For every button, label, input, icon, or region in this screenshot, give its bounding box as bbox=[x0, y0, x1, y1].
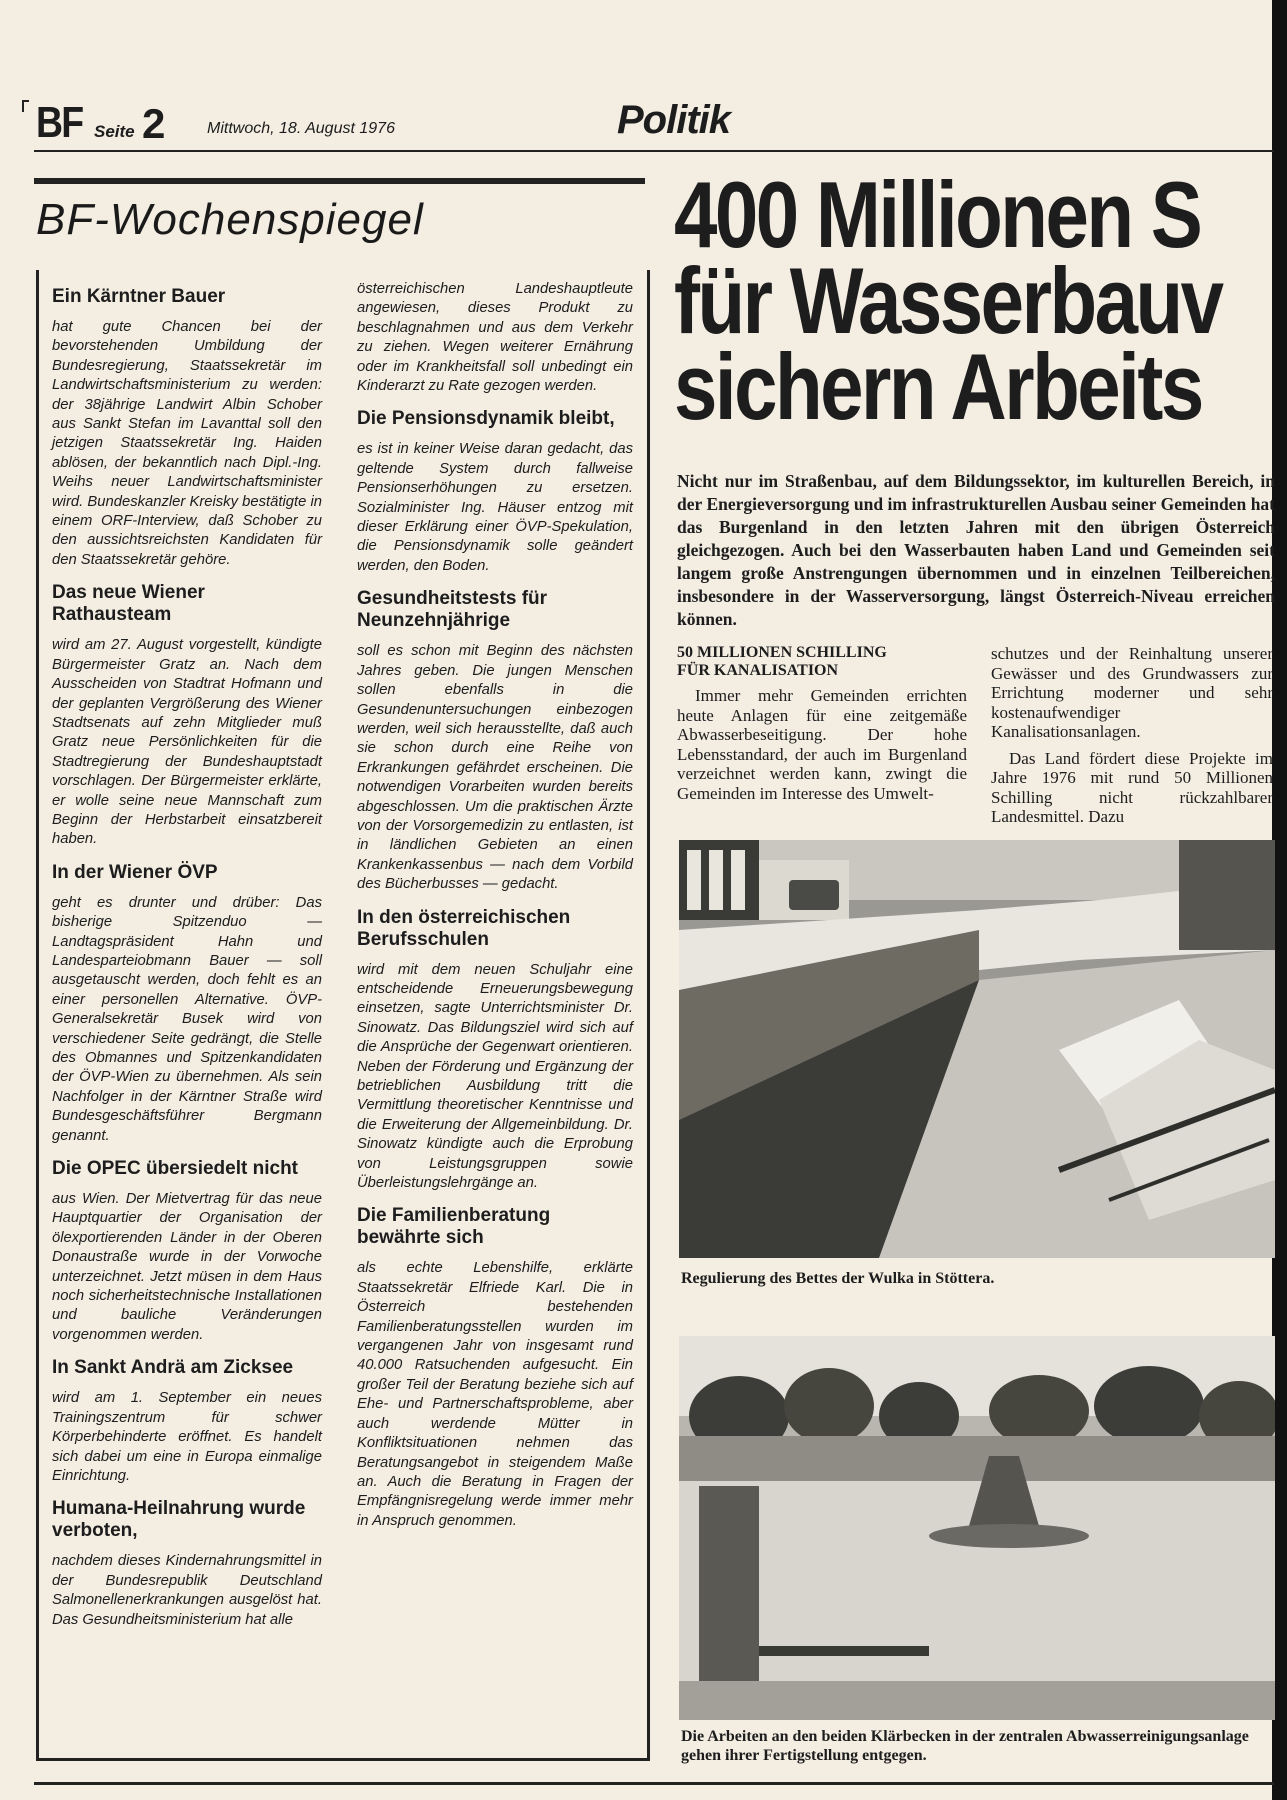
brief-text: soll es schon mit Beginn des nächsten Jahres geben. Die jungen Menschen sollen ebenfalls in die Gesundenuntersuchungen einbezogen werden, weil sich herausstellte, daß auch sie schon durch eine Reihe von Erkrankungen gefährdet erscheinen. Die notwendigen Vorarbeiten wurden bereits abgeschlossen. Um die praktischen Ärzte von der Vorsorgemedizin zu entlasten, ist in ländlichen Gebieten an einen Krankenkassenbus — nach dem Vorbild des Bücherbusses — gedacht. bbox=[357, 643, 633, 893]
brief-item bbox=[357, 907, 633, 1194]
subhead-line: 50 MILLIONEN SCHILLING bbox=[677, 644, 887, 661]
brief-item bbox=[52, 1357, 322, 1486]
section-name: Politik bbox=[617, 98, 731, 142]
river-regulation-photo bbox=[679, 840, 1275, 1258]
brief-heading: Die OPEC übersiedelt nicht bbox=[52, 1158, 298, 1180]
article-lead: Nicht nur im Straßenbau, auf dem Bildungssektor, im kulturellen Bereich, in der Energieversorgung und im infrastrukturellen Ausbau seiner Gemeinden hat das Burgenland in den letzten Jahren mit den übrigen Österreich gleichgezogen. Auch bei den Wasserbauten haben Land und Gemeinden seit langem große Anstrengungen übernommen und in einzelnen Teilbereichen, insbesondere in der Wasserversorgung, längst Österreich-Niveau erreichen können. bbox=[677, 471, 1275, 629]
brief-heading: Das neue Wiener Rathausteam bbox=[52, 582, 205, 626]
brief-heading: Die Pensionsdynamik bleibt, bbox=[357, 408, 615, 430]
sewage-plant-photo bbox=[679, 1336, 1275, 1720]
brief-item bbox=[357, 280, 633, 396]
article-column-b bbox=[991, 644, 1273, 827]
brief-text: es ist in keiner Weise daran gedacht, das geltende System durch fallweise Pensionserhöhungen zu ersetzen. Sozialminister Ing. Häuser entzog mit dieser Erklärung einer ÖVP-Spekulation, die Pensionsdynamik solle geändert werden, den Boden. bbox=[357, 441, 633, 574]
river-photo-drawing bbox=[679, 840, 1275, 1258]
headline-line: für Wasserbauv bbox=[674, 248, 1222, 353]
wochenspiegel-column-a bbox=[52, 280, 322, 1642]
page-number: 2 bbox=[142, 100, 166, 147]
corner-mark bbox=[22, 100, 29, 112]
brief-text: aus Wien. Der Mietvertrag für das neue Hauptquartier der Organisation der ölexportierenden Länder in der Oberen Donaustraße wurde in der Vorwoche unterzeichnet. Jetzt müsen in dem Haus noch sicherheitstechnische Installationen und bauliche Veränderungen vorgenommen werden. bbox=[52, 1191, 322, 1343]
article-column-a bbox=[677, 644, 967, 803]
headline-line: sichern Arbeits bbox=[674, 334, 1202, 430]
brief-heading: Die Familienberatung bewährte sich bbox=[357, 1205, 551, 1249]
brief-text: wird mit dem neuen Schuljahr eine entscheidende Erneuerungsbewegung einsetzen, sagte Unterrichtsminister Dr. Sinowatz. Das Bildungsziel wird sich auf die Ansprüche der Gegenwart orientieren. Neben der Förderung und Ergänzung der betrieblichen Ausbildung tritt die Vermittlung theoretischer Kenntnisse und die Erweiterung der Allgemeinbildung. Dr. Sinowatz kündigte auch die Erprobung von Leistungsgruppen sowie Überleistungslehrgänge an. bbox=[357, 961, 633, 1192]
article-paragraph: schutzes und der Reinhaltung unserer Gewässer und des Grundwassers zur Errichtung moderner und sehr kostenaufwendiger Kanalisationsanlagen. bbox=[991, 644, 1273, 741]
seite-label: Seite bbox=[94, 122, 135, 141]
brief-item bbox=[357, 1205, 633, 1531]
brief-heading: Humana-Heilnahrung wurde verboten, bbox=[52, 1498, 306, 1542]
brief-heading: Ein Kärntner Bauer bbox=[52, 286, 226, 307]
wochenspiegel-title: BF-Wochenspiegel bbox=[36, 195, 424, 244]
headline-line: 400 Millionen S bbox=[674, 172, 1201, 267]
brief-item bbox=[52, 862, 322, 1146]
brief-item bbox=[357, 588, 633, 894]
brief-item bbox=[52, 286, 322, 570]
brief-item bbox=[52, 582, 322, 849]
header-rule bbox=[34, 150, 1274, 152]
brief-text: wird am 27. August vorgestellt, kündigte Bürgermeister Gratz an. Nach dem Ausscheiden von Stadtrat Hofmann und der geplanten Vergrößerung des Wiener Stadtsenats auf zehn Mitglieder muß Gratz neue Persönlichkeiten für die Stadtregierung der Bundeshauptstadt vorschlagen. Der Bürgermeister erklärte, er wolle seine neue Mannschaft zum Beginn der Herbstarbeit einsatzbereit haben. bbox=[52, 637, 322, 848]
photo-caption: Regulierung des Bettes der Wulka in Stöttera. bbox=[681, 1270, 995, 1287]
brief-text: nachdem dieses Kindernahrungsmittel in der Bundesrepublik Deutschland Salmonellenerkrankungen ausgelöst hat. Das Gesundheitsministerium hat alle bbox=[52, 1553, 322, 1628]
issue-date: Mittwoch, 18. August 1976 bbox=[207, 120, 395, 137]
brief-text: wird am 1. September ein neues Trainingszentrum für schwer Körperbehinderte eröffnet. Es handelt sich dabei um eine in Europa einmalige Einrichtung. bbox=[52, 1390, 322, 1484]
photo-caption bbox=[681, 1727, 1273, 1765]
wochenspiegel-box-bottom bbox=[36, 1758, 650, 1761]
article-paragraph: Das Land fördert diese Projekte im Jahre 1976 mit rund 50 Millionen Schilling nicht rückzahlbarer Landesmittel. Dazu bbox=[991, 748, 1273, 826]
brief-item bbox=[357, 408, 633, 576]
brief-text: als echte Lebenshilfe, erklärte Staatssekretär Elfriede Karl. Die in Österreich bestehenden Familienberatungsstellen wurden im vergangenen Jahr von insgesamt rund 40.000 Ratsuchenden aufgesucht. Ein großer Teil der Beratung beziehe sich auf Ehe- und Partnerschaftsprobleme, aber auch werdende Mütter in Konfliktsituationen nehmen das Beratungsangebot in steigendem Maße an. Auch die Beratung in Fragen der Empfängnisregelung werde immer mehr in Anspruch genommen. bbox=[357, 1260, 633, 1529]
wochenspiegel-column-b bbox=[357, 280, 633, 1543]
brief-text: hat gute Chancen bei der bevorstehenden Umbildung der Bundesregierung, Staatssekretär im Landwirtschaftsministerium zu werden: der 38jährige Landwirt Albin Schober aus Sankt Stefan im Lavanttal soll den jetzigen Staatssekretär Ing. Haiden ablösen, der bekanntlich nach Dipl.-Ing. Weihs neuer Landwirtschaftsminister wird. Bundeskanzler Kreisky bestätigte in einem ORF-Interview, daß Schober zu den aussichtsreichsten Kandidaten für den Staatssekretär gehöre. bbox=[52, 319, 322, 568]
article-subhead bbox=[677, 644, 967, 680]
wochenspiegel-rule bbox=[34, 178, 645, 184]
caption-line: Die Arbeiten an den beiden Klärbecken in der zentralen Abwasserreinigungsanlage bbox=[681, 1728, 1249, 1745]
brief-item bbox=[52, 1498, 322, 1630]
subhead-line: FÜR KANALISATION bbox=[677, 662, 839, 679]
article-paragraph: Immer mehr Gemeinden errichten heute Anlagen für eine zeitgemäße Abwasserbeseitigung. Der hohe Lebensstandard, der auch im Burgenland verzeichnet werden kann, zwingt die Gemeinden im Interesse des Umwelt- bbox=[677, 686, 967, 803]
page-bottom-rule bbox=[34, 1782, 1274, 1785]
brief-heading: In den österreichischen Berufsschulen bbox=[357, 906, 571, 950]
brief-heading: In der Wiener ÖVP bbox=[52, 861, 218, 883]
brief-text: österreichischen Landeshauptleute angewiesen, dieses Produkt zu beschlagnahmen und aus dem Verkehr zu ziehen. Wegen weiterer Ernährung oder im Krankheitsfall soll unbedingt ein Kinderarzt zu Rate gezogen werden. bbox=[357, 281, 633, 395]
masthead-logo: BF bbox=[36, 98, 83, 147]
sewage-photo-drawing bbox=[679, 1336, 1275, 1720]
brief-heading: In Sankt Andrä am Zicksee bbox=[52, 1357, 294, 1379]
caption-line: gehen ihrer Fertigstellung entgegen. bbox=[681, 1747, 927, 1764]
article-headline bbox=[674, 172, 1275, 430]
brief-heading: Gesundheitstests für Neunzehnjährige bbox=[357, 588, 548, 632]
brief-text: geht es drunter und drüber: Das bisherige Spitzenduo — Landtagspräsident Hahn und Landesparteiobmann Bauer — soll ausgetauscht werden, doch fehlt es an einer personellen Alternative. ÖVP-Generalsekretär Busek wird von verschiedener Seite gedrängt, die Stelle des Obmannes und Spitzenkandidaten der ÖVP-Wien zu übernehmen. Als sein Nachfolger in der Kärntner Straße wird Bundesgeschäftsführer Bergmann genannt. bbox=[52, 894, 322, 1144]
brief-item bbox=[52, 1158, 322, 1345]
